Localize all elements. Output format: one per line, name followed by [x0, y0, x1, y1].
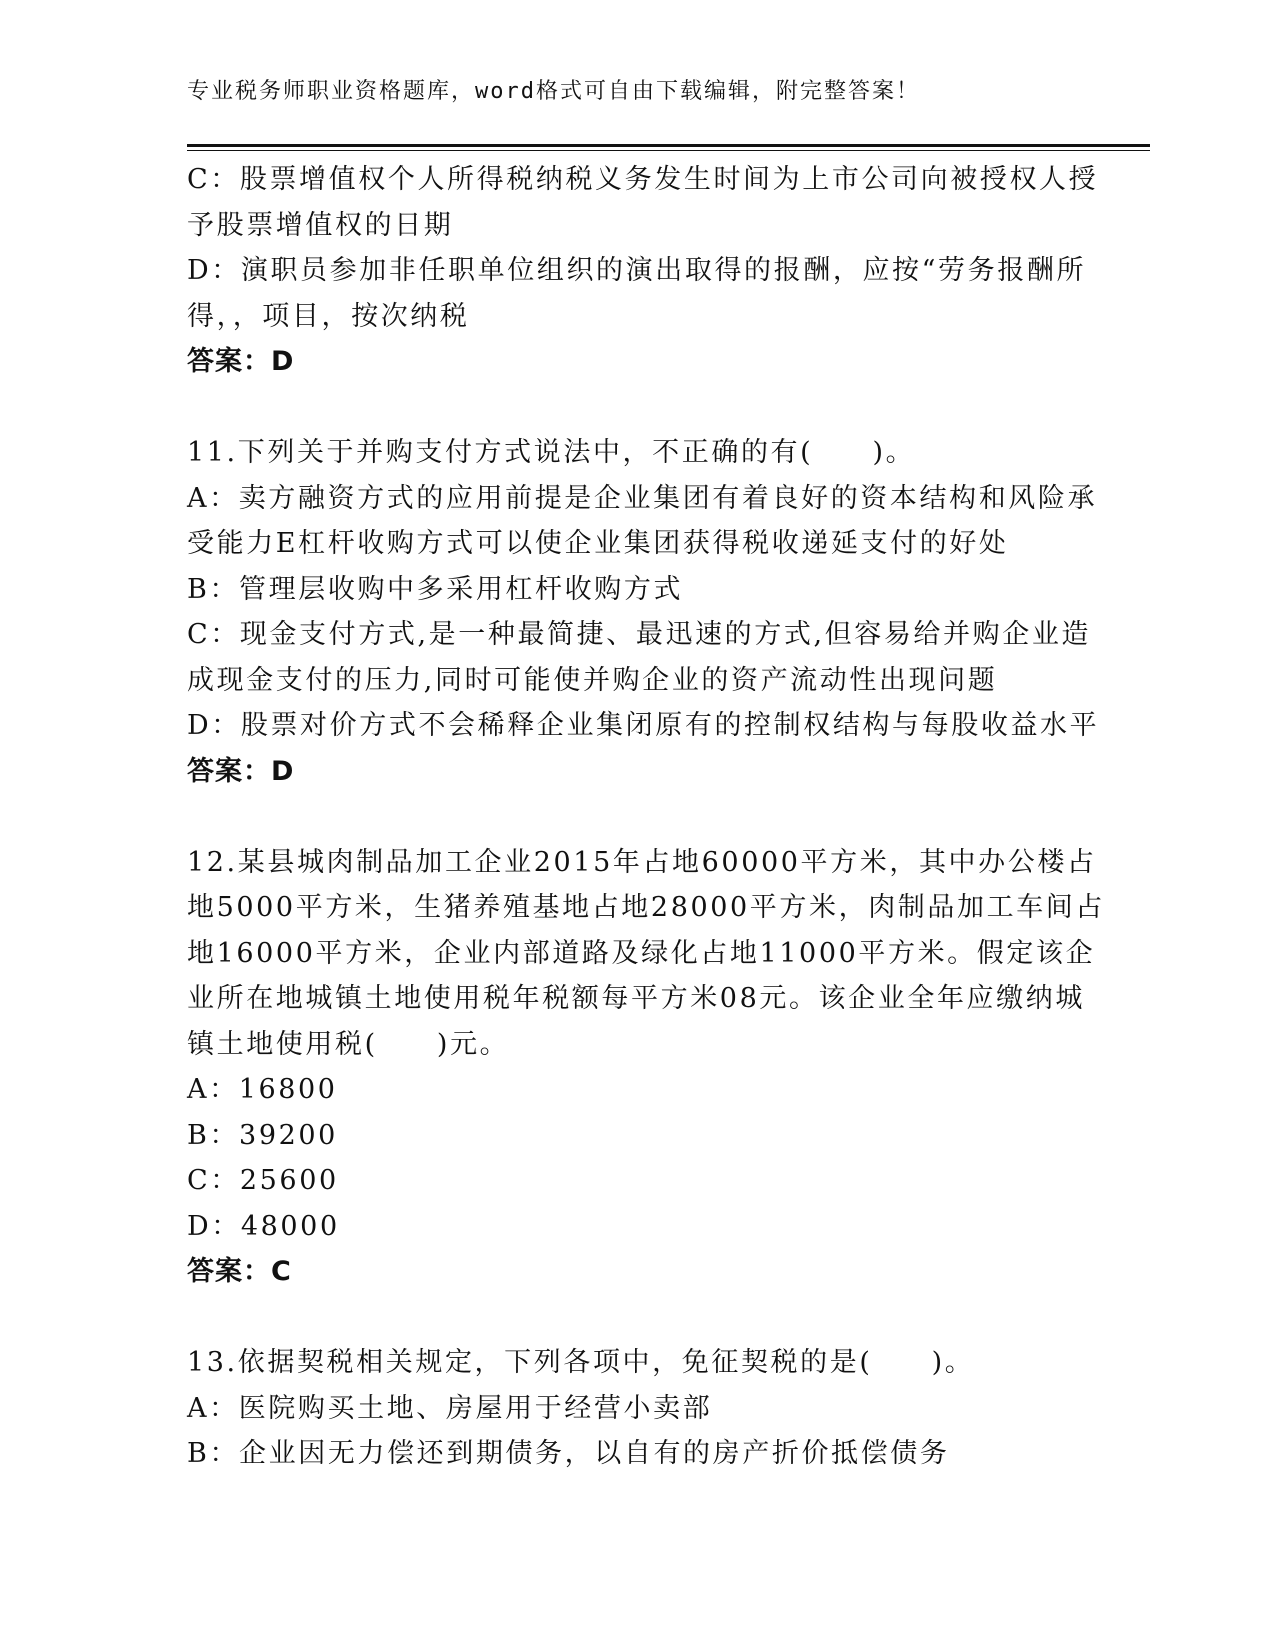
q13-option-b: B：企业因无力偿还到期债务，以自有的房产折价抵偿债务: [187, 1438, 950, 1469]
q11-option-a-line1: A：卖方融资方式的应用前提是企业集团有着良好的资本结构和风险承: [187, 482, 1098, 514]
q10-option-d-line1: D：演职员参加非任职单位组织的演出取得的报酬，应按“劳务报酬所: [187, 255, 1087, 286]
q11-option-c-line2: 成现金支付的压力,同时可能使并购企业的资产流动性出现问题: [187, 664, 998, 696]
spacer: [187, 385, 1087, 431]
q12-stem-line2: 地5000平方米，生猪养殖基地占地28000平方米，肉制品加工车间占: [187, 892, 1106, 923]
q13-option-a: A：医院购买土地、房屋用于经营小卖部: [187, 1392, 713, 1424]
q12-stem-line5: 镇土地使用税( )元。: [187, 1028, 510, 1060]
question-13: [187, 1340, 1087, 1477]
question-10-tail: [187, 157, 1099, 385]
question-12: [187, 840, 1106, 1295]
page-header: 专业税务师职业资格题库，word格式可自由下载编辑，附完整答案！: [187, 79, 920, 104]
header-rule-thick: [187, 144, 1150, 147]
q11-option-b: B：管理层收购中多采用杠杆收购方式: [187, 573, 684, 605]
header-rule-thin: [187, 150, 1150, 151]
q13-stem: 13.依据契税相关规定，下列各项中，免征契税的是( )。: [187, 1347, 975, 1378]
q11-option-a-line2: 受能力E杠杆收购方式可以使企业集团获得税收递延支付的好处: [187, 528, 1009, 559]
q11-option-d: D：股票对价方式不会稀释企业集闭原有的控制权结构与每股收益水平: [187, 710, 1100, 741]
q12-option-d: D：48000: [187, 1210, 340, 1242]
spacer: [187, 1295, 1087, 1341]
q10-option-c-line2: 予股票增值权的日期: [187, 209, 454, 241]
q12-option-b: B：39200: [187, 1119, 338, 1151]
q12-option-c: C：25600: [187, 1165, 339, 1196]
question-content: [187, 157, 1106, 1477]
q12-option-a: A：16800: [187, 1074, 338, 1105]
question-11: [187, 430, 1100, 794]
q11-answer: 答案：D: [187, 755, 295, 787]
q12-stem-line4: 业所在地城镇土地使用税年税额每平方米08元。该企业全年应缴纳城: [187, 983, 1085, 1014]
q10-option-c-line1: C：股票增值权个人所得税纳税义务发生时间为上市公司向被授权人授: [187, 164, 1099, 195]
spacer: [187, 794, 1087, 840]
q12-stem-line3: 地16000平方米，企业内部道路及绿化占地11000平方米。假定该企: [187, 937, 1096, 969]
q10-answer: 答案：D: [187, 346, 295, 377]
q10-option-d-line2: 得，，项目，按次纳税: [187, 300, 470, 332]
q12-answer: 答案：C: [187, 1256, 292, 1287]
q12-stem-line1: 12.某县城肉制品加工企业2015年占地60000平方米，其中办公楼占: [187, 846, 1097, 878]
q11-option-c-line1: C：现金支付方式,是一种最简捷、最迅速的方式,但容易给并购企业造: [187, 619, 1092, 650]
q11-stem: 11.下列关于并购支付方式说法中，不正确的有( )。: [187, 437, 916, 468]
